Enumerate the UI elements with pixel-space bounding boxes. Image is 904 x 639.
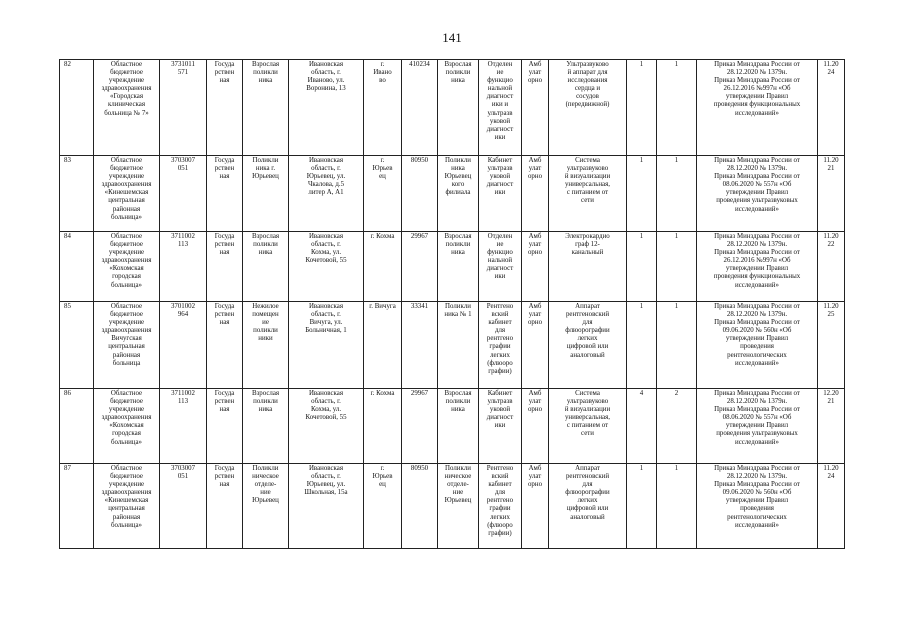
index-code: 80950 bbox=[402, 464, 438, 549]
quantity-planned: 1 bbox=[657, 60, 697, 156]
organization-code: 3703007 051 bbox=[160, 156, 207, 232]
care-mode: Амб улат орно bbox=[522, 156, 549, 232]
equipment-name: Ультразвуково й аппарат для исследования сердца и сосудов (передвижной) bbox=[549, 60, 627, 156]
ownership-form: Госуда рствен ная bbox=[207, 156, 243, 232]
equipment-name: Аппарат рентгеновский для флюорографии легких цифровой или аналоговый bbox=[549, 464, 627, 549]
department: Взрослая поликли ника bbox=[438, 389, 479, 464]
organization-name: Областное бюджетное учреждение здравоохранения «Городская клиническая больница № 7» bbox=[94, 60, 160, 156]
table-row bbox=[60, 60, 845, 156]
quantity-required: 1 bbox=[627, 60, 657, 156]
facility-address: Ивановская область, г. Кохма, ул. Кочетовой, 55 bbox=[289, 389, 364, 464]
table-row bbox=[60, 389, 845, 464]
quantity-required: 1 bbox=[627, 464, 657, 549]
regulatory-order: Приказ Минздрава России от 28.12.2020 № 1379н. Приказ Минздрава России от 08.06.2020 № 557н «Об утверждении Правил проведения ультразвуковых исследований» bbox=[697, 389, 818, 464]
organization-code: 3711002 113 bbox=[160, 389, 207, 464]
organization-name: Областное бюджетное учреждение здравоохранения «Кинешемская центральная районная больница» bbox=[94, 464, 160, 549]
equipment-name: Электрокардио граф 12- канальный bbox=[549, 232, 627, 302]
quantity-required: 1 bbox=[627, 232, 657, 302]
quantity-planned: 1 bbox=[657, 156, 697, 232]
department: Поликли ника Юрьевец кого филиала bbox=[438, 156, 479, 232]
facility-unit: Нежилое помещен ие поликли ники bbox=[243, 302, 289, 389]
row-number: 83 bbox=[60, 156, 94, 232]
deadline-date: 11.20 24 bbox=[818, 464, 845, 549]
quantity-planned: 1 bbox=[657, 464, 697, 549]
facility-address: Ивановская область, г. Юрьевец, ул. Школьная, 15а bbox=[289, 464, 364, 549]
facility-address: Ивановская область, г. Вичуга, ул. Больничная, 1 bbox=[289, 302, 364, 389]
organization-name: Областное бюджетное учреждение здравоохранения «Кохомская городская больница» bbox=[94, 232, 160, 302]
equipment-name: Система ультразвуково й визуализации универсальная, с питанием от сети bbox=[549, 389, 627, 464]
registry-table bbox=[59, 59, 845, 549]
subdepartment: Отделен ие функцио нальной диагност ики bbox=[479, 232, 522, 302]
department: Поликли ника № 1 bbox=[438, 302, 479, 389]
facility-unit: Поликли ника г. Юрьевец bbox=[243, 156, 289, 232]
quantity-planned: 1 bbox=[657, 232, 697, 302]
department: Поликли ническое отделе- ние Юрьевец bbox=[438, 464, 479, 549]
ownership-form: Госуда рствен ная bbox=[207, 232, 243, 302]
ownership-form: Госуда рствен ная bbox=[207, 60, 243, 156]
page-number: 141 bbox=[442, 30, 462, 45]
equipment-name: Аппарат рентгеновский для флюорографии легких цифровой или аналоговый bbox=[549, 302, 627, 389]
facility-address: Ивановская область, г. Иваново, ул. Воронина, 13 bbox=[289, 60, 364, 156]
subdepartment: Рентгено вский кабинет для рентгено графии легких (флюоро графии) bbox=[479, 464, 522, 549]
facility-address: Ивановская область, г. Кохма, ул. Кочетовой, 55 bbox=[289, 232, 364, 302]
row-number: 85 bbox=[60, 302, 94, 389]
city: г. Ивано во bbox=[364, 60, 402, 156]
care-mode: Амб улат орно bbox=[522, 60, 549, 156]
facility-address: Ивановская область, г. Юрьевец, ул. Чкалова, д.5 литер А, А1 bbox=[289, 156, 364, 232]
facility-unit: Взрослая поликли ника bbox=[243, 389, 289, 464]
facility-unit: Поликли ническое отделе- ние Юрьевец bbox=[243, 464, 289, 549]
ownership-form: Госуда рствен ная bbox=[207, 302, 243, 389]
regulatory-order: Приказ Минздрава России от 28.12.2020 № 1379н. Приказ Минздрава России от 09.06.2020 № 560н «Об утверждении Правил проведения рентгенологических исследований» bbox=[697, 302, 818, 389]
index-code: 29967 bbox=[402, 232, 438, 302]
quantity-required: 1 bbox=[627, 156, 657, 232]
care-mode: Амб улат орно bbox=[522, 464, 549, 549]
city: г. Кохма bbox=[364, 232, 402, 302]
department: Взрослая поликли ника bbox=[438, 232, 479, 302]
regulatory-order: Приказ Минздрава России от 28.12.2020 № 1379н. Приказ Минздрава России от 09.06.2020 № 560н «Об утверждении Правил проведения рентгенологических исследований» bbox=[697, 464, 818, 549]
care-mode: Амб улат орно bbox=[522, 232, 549, 302]
index-code: 29967 bbox=[402, 389, 438, 464]
quantity-required: 4 bbox=[627, 389, 657, 464]
ownership-form: Госуда рствен ная bbox=[207, 464, 243, 549]
regulatory-order: Приказ Минздрава России от 28.12.2020 № 1379н. Приказ Минздрава России от 08.06.2020 № 557н «Об утверждении Правил проведения ультразвуковых исследований» bbox=[697, 156, 818, 232]
row-number: 82 bbox=[60, 60, 94, 156]
organization-code: 3731011 571 bbox=[160, 60, 207, 156]
table-row bbox=[60, 464, 845, 549]
deadline-date: 11.20 21 bbox=[818, 156, 845, 232]
equipment-name: Система ультразвуково й визуализации универсальная, с питанием от сети bbox=[549, 156, 627, 232]
quantity-required: 1 bbox=[627, 302, 657, 389]
city: г. Кохма bbox=[364, 389, 402, 464]
deadline-date: 11.20 25 bbox=[818, 302, 845, 389]
organization-code: 3703007 051 bbox=[160, 464, 207, 549]
quantity-planned: 1 bbox=[657, 302, 697, 389]
deadline-date: 12.20 21 bbox=[818, 389, 845, 464]
index-code: 410234 bbox=[402, 60, 438, 156]
row-number: 86 bbox=[60, 389, 94, 464]
quantity-planned: 2 bbox=[657, 389, 697, 464]
city: г. Юрьев ец bbox=[364, 464, 402, 549]
deadline-date: 11.20 24 bbox=[818, 60, 845, 156]
facility-unit: Взрослая поликли ника bbox=[243, 60, 289, 156]
index-code: 33341 bbox=[402, 302, 438, 389]
row-number: 87 bbox=[60, 464, 94, 549]
table-row bbox=[60, 302, 845, 389]
regulatory-order: Приказ Минздрава России от 28.12.2020 № 1379н. Приказ Минздрава России от 26.12.2016 №997н «Об утверждении Правил проведения функциональных исследований» bbox=[697, 60, 818, 156]
city: г. Юрьев ец bbox=[364, 156, 402, 232]
organization-code: 3701002 964 bbox=[160, 302, 207, 389]
organization-code: 3711002 113 bbox=[160, 232, 207, 302]
organization-name: Областное бюджетное учреждение здравоохранения «Кинешемская центральная районная больница» bbox=[94, 156, 160, 232]
table-row bbox=[60, 232, 845, 302]
index-code: 80950 bbox=[402, 156, 438, 232]
subdepartment: Кабинет ультразв уковой диагност ики bbox=[479, 389, 522, 464]
ownership-form: Госуда рствен ная bbox=[207, 389, 243, 464]
care-mode: Амб улат орно bbox=[522, 302, 549, 389]
organization-name: Областное бюджетное учреждение здравоохранения Вичугская центральная районная больница bbox=[94, 302, 160, 389]
facility-unit: Взрослая поликли ника bbox=[243, 232, 289, 302]
row-number: 84 bbox=[60, 232, 94, 302]
subdepartment: Кабинет ультразв уковой диагност ики bbox=[479, 156, 522, 232]
deadline-date: 11.20 22 bbox=[818, 232, 845, 302]
table-row bbox=[60, 156, 845, 232]
care-mode: Амб улат орно bbox=[522, 389, 549, 464]
subdepartment: Отделен ие функцио нальной диагност ики и ультразв уковой диагност ики bbox=[479, 60, 522, 156]
subdepartment: Рентгено вский кабинет для рентгено графии легких (флюоро графии) bbox=[479, 302, 522, 389]
regulatory-order: Приказ Минздрава России от 28.12.2020 № 1379н. Приказ Минздрава России от 26.12.2016 №997н «Об утверждении Правил проведения функциональных исследований» bbox=[697, 232, 818, 302]
city: г. Вичуга bbox=[364, 302, 402, 389]
organization-name: Областное бюджетное учреждение здравоохранения «Кохомская городская больница» bbox=[94, 389, 160, 464]
department: Взрослая поликли ника bbox=[438, 60, 479, 156]
